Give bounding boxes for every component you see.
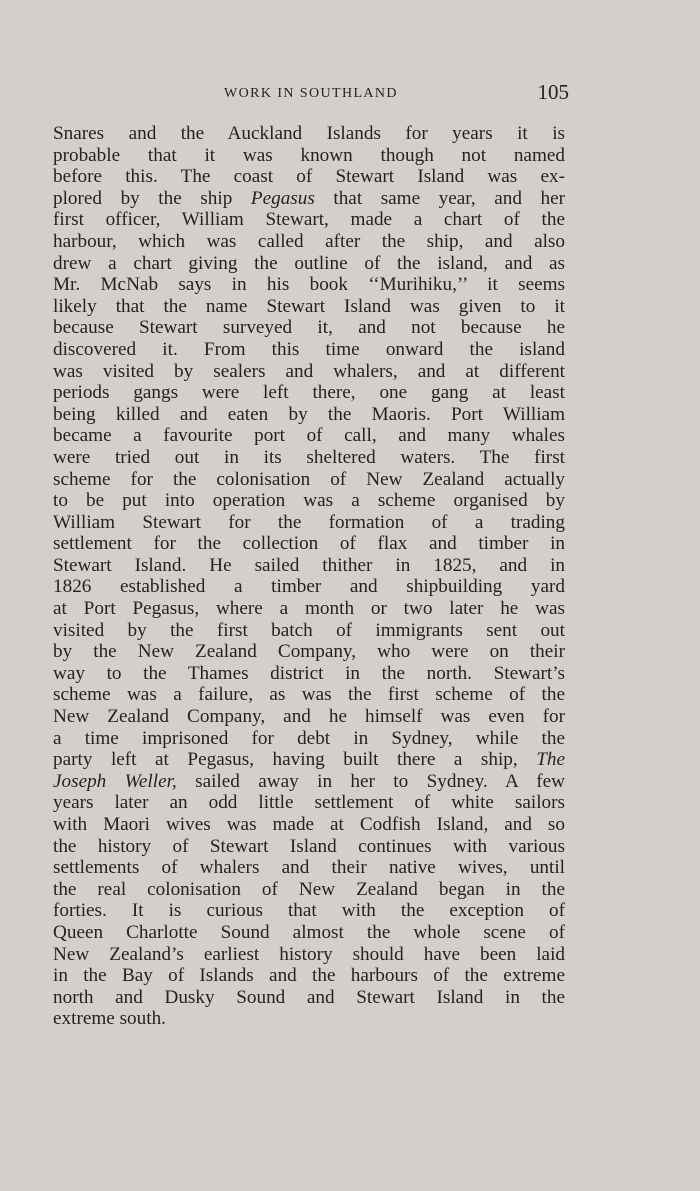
text-line: with Maori wives was made at Codfish Island, and so <box>53 814 565 835</box>
page-header <box>53 80 569 110</box>
text-line: likely that the name Stewart Island was given to it <box>53 295 565 317</box>
text-fragment: plored by the ship <box>53 187 233 209</box>
text-line: the real colonisation of New Zealand began in the <box>53 878 565 900</box>
text-line: discovered it. From this time onward the island <box>53 338 565 360</box>
text-line: extreme south. <box>53 1008 166 1030</box>
text-line: became a favourite port of call, and many whales <box>53 425 565 447</box>
ship-name-the: The <box>536 749 566 771</box>
text-line <box>53 749 565 771</box>
text-fragment: party left at Pegasus, having built there a ship, <box>53 749 518 771</box>
text-line: Stewart Island. He sailed thither in 1825, and in <box>53 554 565 576</box>
text-line: periods gangs were left there, one gang at least <box>53 382 565 404</box>
text-line: to be put into operation was a scheme organised by <box>53 490 565 512</box>
text-line: probable that it was known though not named <box>53 144 565 166</box>
text-line: New Zealand Company, and he himself was even for <box>53 706 565 728</box>
text-line <box>53 771 565 793</box>
text-line: way to the Thames district in the north. Stewart’s <box>53 662 565 684</box>
text-line: New Zealand’s earliest history should have been laid <box>53 943 565 965</box>
text-line: was visited by sealers and whalers, and at different <box>53 360 565 382</box>
page-number: 105 <box>537 80 569 104</box>
text-line: at Port Pegasus, where a month or two later he was <box>53 598 565 620</box>
text-line: were tried out in its sheltered waters. The first <box>53 446 565 468</box>
text-line: settlements of whalers and their native wives, until <box>53 857 565 879</box>
text-line: first officer, William Stewart, made a chart of the <box>53 209 565 231</box>
text-line: north and Dusky Sound and Stewart Island in the <box>53 986 565 1008</box>
text-line: because Stewart surveyed it, and not because he <box>53 317 565 339</box>
ship-name-pegasus: Pegasus <box>250 187 315 209</box>
text-line: Mr. McNab says in his book ‘‘Murihiku,’’ it seems <box>53 274 565 296</box>
text-line <box>53 188 565 210</box>
text-line: scheme for the colonisation of New Zealand actually <box>53 468 565 490</box>
text-line: the history of Stewart Island continues with various <box>53 835 565 857</box>
text-line: before this. The coast of Stewart Island was ex- <box>53 166 565 188</box>
text-line: years later an odd little settlement of white sailors <box>53 792 565 814</box>
text-fragment: sailed away in her to Sydney. A few <box>195 770 565 792</box>
text-line: harbour, which was called after the ship, and also <box>53 230 565 252</box>
text-line: by the New Zealand Company, who were on their <box>53 641 565 663</box>
text-line: in the Bay of Islands and the harbours of the extreme <box>53 965 565 987</box>
text-line: Snares and the Auckland Islands for years it is <box>53 123 565 144</box>
text-line: 1826 established a timber and shipbuilding yard <box>53 576 565 598</box>
ship-name-joseph-weller: Joseph Weller, <box>53 770 177 792</box>
running-head: WORK IN SOUTHLAND <box>224 86 398 101</box>
text-line: drew a chart giving the outline of the island, and as <box>53 252 565 274</box>
text-line: scheme was a failure, as was the first scheme of the <box>53 684 565 706</box>
text-line: visited by the first batch of immigrants sent out <box>53 619 565 641</box>
text-line: forties. It is curious that with the exception of <box>53 900 565 922</box>
text-line: a time imprisoned for debt in Sydney, while the <box>53 727 565 749</box>
text-fragment: that same year, and her <box>333 187 566 209</box>
text-line: being killed and eaten by the Maoris. Port William <box>53 403 565 425</box>
body-paragraph <box>53 123 565 1030</box>
text-line: William Stewart for the formation of a trading <box>53 511 565 533</box>
text-line: settlement for the collection of flax and timber in <box>53 533 565 555</box>
text-line: Queen Charlotte Sound almost the whole scene of <box>53 921 565 943</box>
